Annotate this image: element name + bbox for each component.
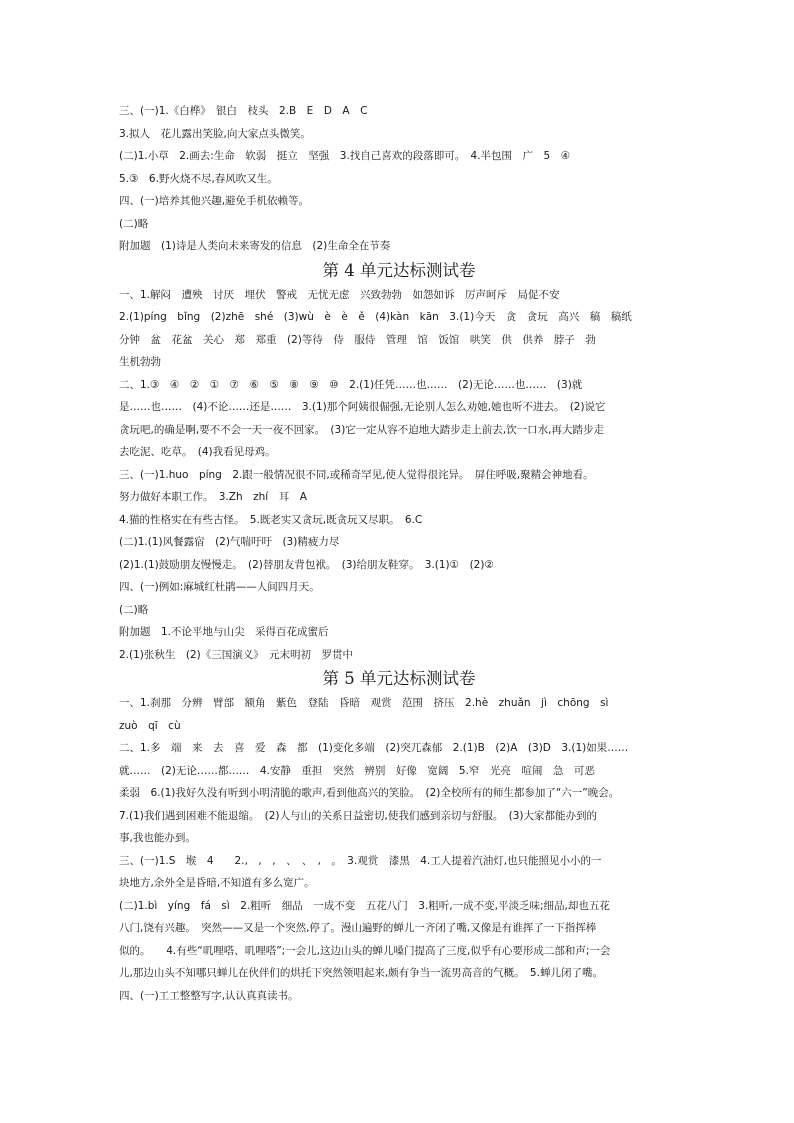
answer-line: 分钟 盆 花盆 关心 郑 郑重 (2)等待 侍 服侍 管理 馆 饭馆 哄笑 供 供养 脖子 勃 [119,333,596,346]
answer-line: 去吃泥、吃草。 (4)我看见母鸡。 [119,446,276,458]
answer-line: 附加题 (1)诗是人类向未来寄发的信息 (2)生命全在节奏 [119,240,391,252]
answer-line: 四、(一)培养其他兴趣,避免手机依赖等。 [119,195,310,207]
answer-line: 就…… (2)无论……都…… 4.安静 重担 突然 辨别 好像 宽阔 5.窄 光亮 喧闹 急 可恶 [119,764,595,777]
answer-line: 四、(一)工工整整写字,认认真真读书。 [119,989,299,1002]
answer-line: zuò qī cù [119,719,181,732]
answer-line: 生机勃勃 [119,356,161,368]
answer-line: 三、(一)1.S 堠 4 2., , , 、 、 , 。 3.观赏 漆黑 4.工人提着汽油灯,也只能照见小小的一 [119,854,602,867]
answer-line: 是……也…… (4)不论……还是…… 3.(1)那个阿姨很倔强,无论别人怎么劝她,她也听不进去。 (2)说它 [119,401,606,413]
answer-line: (二)略 [119,603,149,616]
answer-line: 3.拟人 花儿露出笑脸,向大家点头微笑。 [119,127,311,140]
answer-line: 贪玩吧,的确是啊,要不不会一天一夜不回家。 (3)它一定从容不迫地大踏步走上前去,饮一口水,再大踏步走 [119,423,604,436]
answer-line: 事,我也能办到。 [119,832,196,844]
answer-line: 2.(1)张秋生 (2)《三国演义》 元末明初 罗贯中 [119,648,354,661]
answer-line: (2)1.(1)鼓励朋友慢慢走。 (2)替朋友背包袱。 (3)给朋友鞋穿。 3.(1)① (2)② [119,558,494,571]
answer-line: 一、1.刹那 分辨 臂部 额角 紫色 登陆 昏暗 观赏 范围 挤压 2.hè zhuǎn jì chōng sì [119,697,609,709]
answer-line: 二、1.③ ④ ② ① ⑦ ⑥ ⑤ ⑧ ⑨ ⑩ 2.(1)任凭……也…… (2)无论……也…… (3)就 [119,378,583,391]
answer-line: 2.(1)píng bǐng (2)zhē shé (3)wù è è ě (4)kàn kān 3.(1)今天 贪 贪玩 高兴 稿 稿纸 [119,311,632,323]
answer-line: (二)1.(1)风餐露宿 (2)气喘吁吁 (3)精疲力尽 [119,536,340,548]
answer-line: 5.③ 6.野火烧不尽,春风吹又生。 [119,172,278,185]
answer-line: (二)1.小草 2.画去:生命 软弱 挺立 坚强 3.找自己喜欢的段落即可。 4.半包围 广 5 ④ [119,150,571,162]
answer-line: (二)略 [119,217,149,230]
answer-line: 四、(一)例如:麻城红杜鹃——人间四月天。 [119,581,320,593]
answer-line: 似的。 4.有些“叽哩嗒、叽哩嗒”;一会儿,这边山头的蝉儿嗓门提高了三度,似乎有心要形成二部和声;一会 [119,944,611,957]
answer-line: 附加题 1.不论平地与山尖 采得百花成蜜后 [119,626,329,638]
answer-line: 7.(1)我们遇到困难不能退缩。 (2)人与山的关系日益密切,使我们感到亲切与舒服。 (3)大家都能办到的 [119,809,597,822]
answer-line: 三、(一)1.huo píng 2.跟一般情况很不同,或稀奇罕见,使人觉得很诧异。 屏住呼吸,聚精会神地看。 [119,468,594,481]
answer-line: (二)1.bì yíng fá sì 2.粗听 细品 一成不变 五花八门 3.粗听,一成不变,平淡乏味;细品,却也五花 [119,899,610,912]
answer-line: 块地方,余外全是昏暗,不知道有多么宽广。 [119,877,315,889]
answer-line: 二、1.多 端 来 去 喜 爱 森 都 (1)变化多端 (2)突兀森郁 2.(1)B (2)A (3)D 3.(1)如果…… [119,742,629,754]
answer-line: 儿,那边山头不知哪只蝉儿在伙伴们的烘托下突然领唱起来,颇有争当一流男高音的气概。 5.蝉儿闭了嘴。 [119,967,603,979]
answer-line: 三、(一)1.《白桦》 银白 枝头 2.B E D A C [119,105,368,117]
answer-line: 八门,饶有兴趣。 突然——又是一个突然,停了。漫山遍野的蝉儿一齐闭了嘴,又像是有谁挥了一下指挥棒 [119,922,597,934]
answer-document [119,100,679,1007]
answer-line: 一、1.解闷 遭殃 讨厌 埋伏 警戒 无忧无虑 兴致勃勃 如怨如诉 厉声呵斥 局促不安 [119,288,560,301]
section-heading: 第 4 单元达标测试卷 [322,260,476,280]
answer-line: 柔弱 6.(1)我好久没有听到小明清脆的歌声,看到他高兴的笑脸。 (2)全校所有的师生都参加了“六一”晚会。 [119,787,620,799]
section-heading: 第 5 单元达标测试卷 [322,669,476,688]
answer-line: 4.猫的性格实在有些古怪。 5.既老实又贪玩,既贪玩又尽职。 6.C [119,513,423,526]
answer-line: 努力做好本职工作。 3.Zh zhí 耳 A [119,491,307,503]
